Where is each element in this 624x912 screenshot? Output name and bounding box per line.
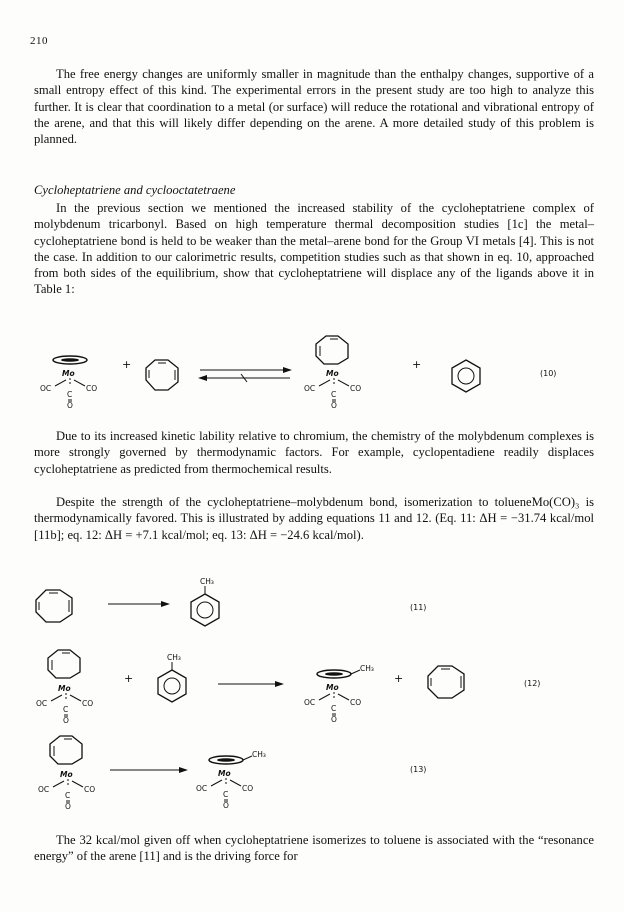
paragraph-cycloheptatriene: In the previous section we mentioned the increased stability of the cycloheptatriene complex of molybdenum tricarbonyl. Based on high temperature thermal decomposition studies [1c] the metal–cycloheptatriene bond is held to be weaker than the metal–arene bond for the Group VI metals [4]. This is not the case. In addition to our calorimetric results, competition studies such as that shown in eq. 10, approached from both sides of the equilibrium, show that cycloheptatriene will displace any of the ligands above it in Table 1: [34, 201, 594, 297]
equation-12-scheme [0, 644, 624, 728]
co-label: CO [350, 698, 362, 707]
mo-label: Mo [62, 369, 75, 378]
cycloheptatriene-free [146, 360, 178, 390]
paragraph-entropy: The free energy changes are uniformly smaller in magnitude than the enthalpy changes, supportive of a small entropy effect of this kind. The experimental errors in the present study are too high to analyze this further. It is clear that coordination to a metal (or surface) will reduce the rotational and vibrational entropy of the arene, and that this will likely differ depending on the arene. A more detailed study of this problem is planned. [34, 67, 594, 147]
ch3-label: CH₃ [200, 577, 214, 586]
equation-13-scheme [0, 730, 624, 814]
cycloheptatriene-free [36, 590, 72, 622]
mo-label: Mo [218, 769, 231, 778]
mo-label: Mo [326, 369, 339, 378]
oc-label: OC [196, 784, 208, 793]
toluene [191, 577, 219, 626]
equation-10-scheme [0, 328, 624, 418]
equation-number-10: (10) [540, 369, 557, 378]
c-label: C [331, 390, 337, 399]
o-label: O [331, 715, 337, 724]
o-label: O [223, 801, 229, 810]
cht-mo-complex-right [304, 336, 361, 410]
plus-sign: + [412, 358, 422, 371]
reaction-arrow [218, 681, 284, 687]
plus-sign: + [124, 672, 134, 685]
cht-mo-complex-left [40, 356, 97, 410]
ch3-label: CH₃ [360, 664, 374, 673]
section-heading: Cycloheptatriene and cyclooctatetraene [34, 183, 236, 197]
benzene-free [452, 360, 480, 392]
toluene [158, 653, 186, 702]
oc-label: OC [40, 384, 52, 393]
plus-sign: + [122, 358, 132, 371]
o-label: O [65, 802, 71, 811]
mo-label: Mo [58, 684, 71, 693]
co-label: CO [350, 384, 362, 393]
paragraph-resonance: The 32 kcal/mol given off when cycloheptatriene isomerizes to toluene is associated with the “resonance energy” of the arene [11] and is the driving force for [34, 833, 594, 864]
c-label: C [67, 390, 73, 399]
oc-label: OC [304, 384, 316, 393]
o-label: O [63, 716, 69, 725]
paragraph-kinetic-lability: Due to its increased kinetic lability relative to chromium, the chemistry of the molybdenum complexes is more strongly governed by thermodynamic factors. For example, cyclopentadiene readily displaces cycloheptatriene as predicted from thermochemical results. [34, 429, 594, 476]
page-number: 210 [30, 35, 48, 47]
mo-label: Mo [60, 770, 73, 779]
toluene-mo-complex [304, 664, 374, 724]
c-label: C [223, 790, 229, 799]
reaction-arrow [110, 767, 188, 773]
cht-mo-complex [36, 650, 93, 725]
co-label: CO [84, 785, 96, 794]
cht-mo-complex [38, 736, 95, 811]
c-label: C [65, 791, 71, 800]
toluene-mo-complex [196, 750, 266, 810]
o-label: O [67, 401, 73, 410]
co-label: CO [242, 784, 254, 793]
equilibrium-arrows [198, 367, 292, 382]
paragraph-isomerization: Despite the strength of the cycloheptatriene–molybdenum bond, isomerization to tolueneMo(CO)₃ is thermodynamically favored. This is illustrated by adding equations 11 and 12. (Eq. 11: ΔH = −31.74 kcal/mol [11b]; eq. 12: ΔH = +7.1 kcal/mol; eq. 13: ΔH = −24.6 kcal/mol). [34, 495, 594, 542]
oc-label: OC [304, 698, 316, 707]
oc-label: OC [36, 699, 48, 708]
mo-label: Mo [326, 683, 339, 692]
reaction-arrow [108, 601, 170, 607]
equation-number-12: (12) [524, 679, 541, 688]
co-label: CO [82, 699, 94, 708]
oc-label: OC [38, 785, 50, 794]
c-label: C [331, 704, 337, 713]
equation-number-11: (11) [410, 603, 427, 612]
equation-number-13: (13) [410, 765, 427, 774]
plus-sign: + [394, 672, 404, 685]
co-label: CO [86, 384, 98, 393]
cycloheptatriene-free [428, 666, 464, 698]
ch3-label: CH₃ [167, 653, 181, 662]
ch3-label: CH₃ [252, 750, 266, 759]
o-label: O [331, 401, 337, 410]
c-label: C [63, 705, 69, 714]
equation-11-scheme [0, 572, 624, 642]
